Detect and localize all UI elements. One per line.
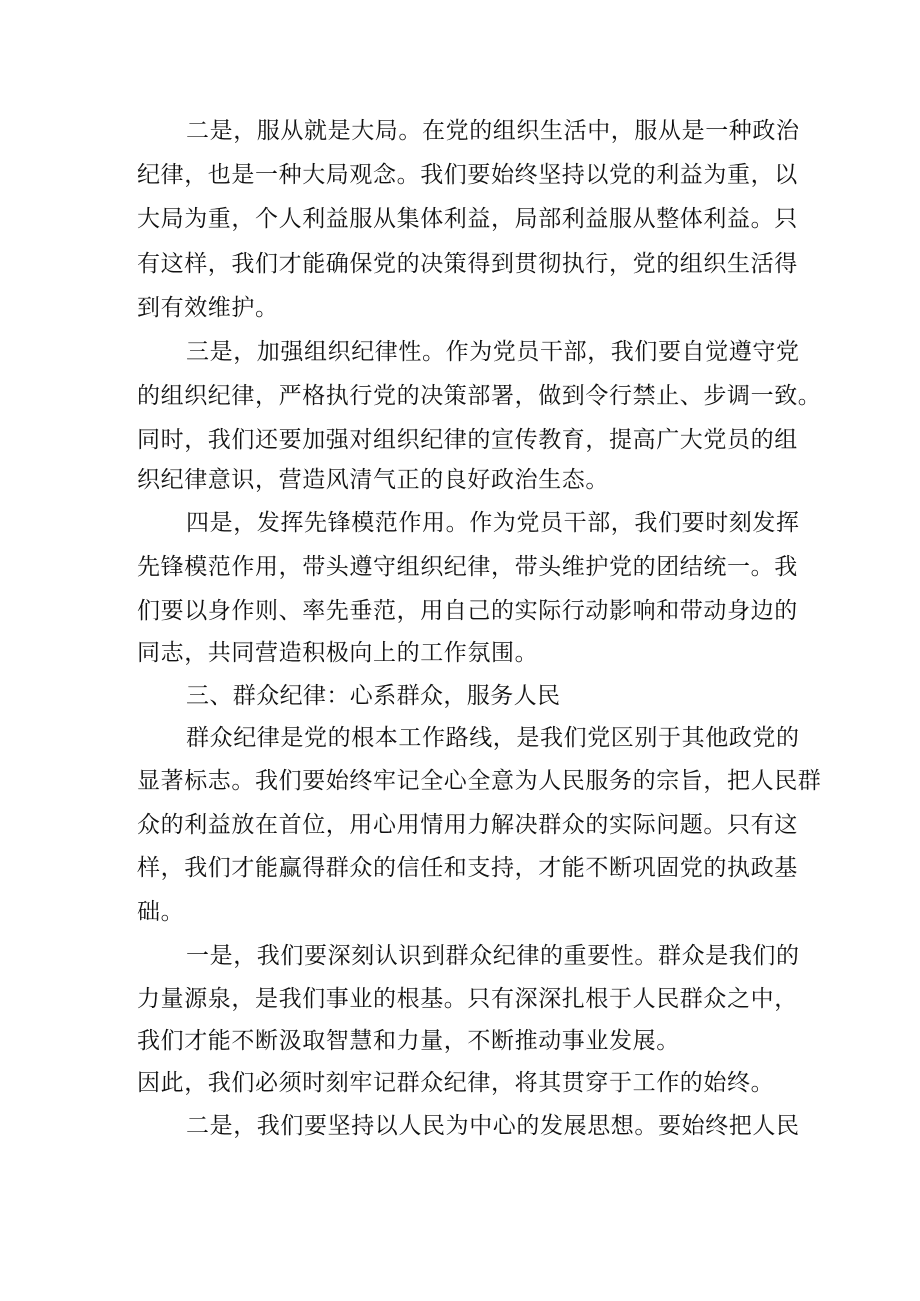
paragraph-line: 纪律，也是一种大局观念。我们要始终坚持以党的利益为重，以 [137,162,798,188]
paragraph-line: 们要以身作则、率先垂范，用自己的实际行动影响和带动身边的 [137,598,798,624]
paragraph-line: 础。 [137,899,185,925]
section-heading: 三、群众纪律：心系群众，服务人民 [186,683,561,709]
paragraph-line: 同志，共同营造积极向上的工作氛围。 [137,640,539,666]
paragraph-line: 的组织纪律，严格执行党的决策部署，做到令行禁止、步调一致。 [137,383,822,409]
paragraph-line: 二是，服从就是大局。在党的组织生活中，服从是一种政治 [186,118,800,144]
paragraph-line: 三是，加强组织纪律性。作为党员干部，我们要自觉遵守党 [186,339,800,365]
paragraph-line: 显著标志。我们要始终牢记全心全意为人民服务的宗旨，把人民群 [137,768,822,794]
paragraph-line: 织纪律意识，营造风清气正的良好政治生态。 [137,467,609,493]
paragraph-line: 同时，我们还要加强对组织纪律的宣传教育，提高广大党员的组 [137,427,798,453]
paragraph-line: 四是，发挥先锋模范作用。作为党员干部，我们要时刻发挥 [186,510,800,536]
paragraph-line: 群众纪律是党的根本工作路线，是我们党区别于其他政党的 [186,725,800,751]
paragraph-line: 众的利益放在首位，用心用情用力解决群众的实际问题。只有这 [137,812,798,838]
paragraph-line: 我们才能不断汲取智慧和力量，不断推动事业发展。 [137,1028,680,1054]
paragraph-line: 一是，我们要深刻认识到群众纪律的重要性。群众是我们的 [186,943,800,969]
paragraph-line: 到有效维护。 [137,295,279,321]
paragraph-line: 样，我们才能赢得群众的信任和支持，才能不断巩固党的执政基 [137,855,798,881]
paragraph-line: 二是，我们要坚持以人民为中心的发展思想。要始终把人民 [186,1113,800,1139]
paragraph-line: 力量源泉，是我们事业的根基。只有深深扎根于人民群众之中， [137,986,798,1012]
paragraph-line: 先锋模范作用，带头遵守组织纪律，带头维护党的团结统一。我 [137,554,798,580]
paragraph-line: 有这样，我们才能确保党的决策得到贯彻执行，党的组织生活得 [137,251,798,277]
paragraph-line: 大局为重，个人利益服从集体利益，局部利益服从整体利益。只 [137,206,798,232]
paragraph-line: 因此，我们必须时刻牢记群众纪律，将其贯穿于工作的始终。 [137,1070,775,1096]
